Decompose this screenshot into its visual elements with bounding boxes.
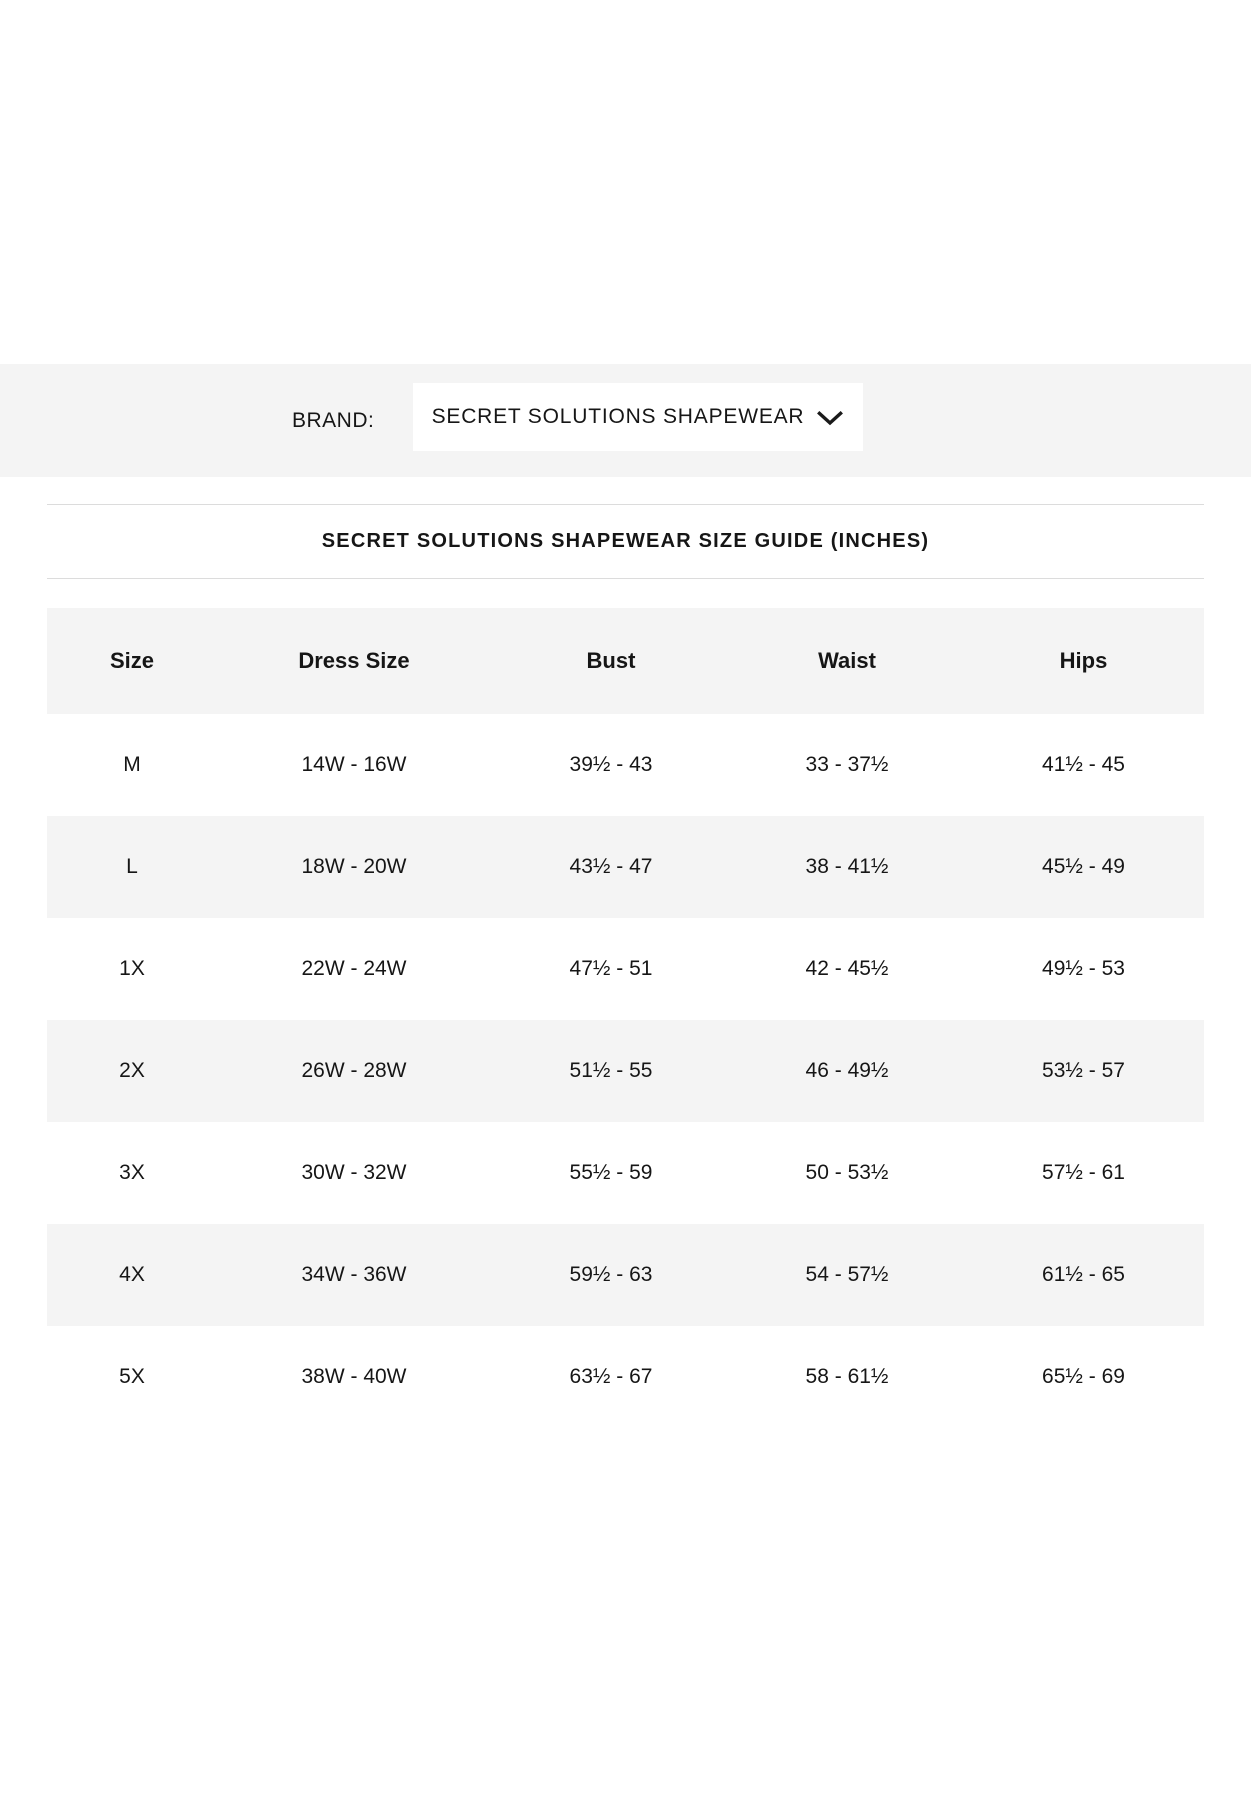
brand-dropdown[interactable]: [413, 383, 863, 451]
measurement-cell: 43½ - 47: [569, 855, 653, 878]
measurement-cell: 45½ - 49: [1042, 855, 1125, 878]
measurement-cell: 65½ - 69: [1042, 1365, 1125, 1388]
chevron-down-icon: [816, 410, 844, 426]
measurement-cell: 58 - 61½: [805, 1365, 889, 1388]
measurement-cell: 50 - 53½: [805, 1161, 889, 1184]
measurement-cell: 53½ - 57: [1042, 1059, 1125, 1082]
table-row-1x: [47, 918, 1204, 1020]
size-cell: 2X: [119, 1059, 145, 1082]
measurement-cell: 22W - 24W: [301, 957, 407, 980]
measurement-cell: 30W - 32W: [301, 1161, 407, 1184]
measurement-cell: 59½ - 63: [569, 1263, 653, 1286]
size-cell: L: [126, 855, 138, 878]
measurement-cell: 51½ - 55: [569, 1059, 653, 1082]
column-header-dress-size: Dress Size: [217, 608, 491, 714]
measurement-cell: 26W - 28W: [301, 1059, 407, 1082]
size-cell: 1X: [119, 957, 145, 980]
brand-bar: [0, 364, 1251, 477]
measurement-cell: 61½ - 65: [1042, 1263, 1125, 1286]
brand-dropdown-value: SECRET SOLUTIONS SHAPEWEAR: [431, 405, 805, 428]
column-header-waist: Waist: [731, 608, 963, 714]
size-cell: M: [123, 753, 141, 776]
measurement-cell: 38W - 40W: [301, 1365, 407, 1388]
table-row-4x: [47, 1224, 1204, 1326]
measurement-cell: 41½ - 45: [1042, 753, 1125, 776]
measurement-cell: 34W - 36W: [301, 1263, 407, 1286]
measurement-cell: 42 - 45½: [805, 957, 889, 980]
measurement-cell: 38 - 41½: [805, 855, 889, 878]
column-header-bust: Bust: [491, 608, 731, 714]
measurement-cell: 49½ - 53: [1042, 957, 1125, 980]
measurement-cell: 18W - 20W: [301, 855, 407, 878]
table-row-2x: [47, 1020, 1204, 1122]
column-header-hips: Hips: [963, 608, 1204, 714]
measurement-cell: 39½ - 43: [569, 753, 653, 776]
table-row-3x: [47, 1122, 1204, 1224]
size-cell: 4X: [119, 1263, 145, 1286]
measurement-cell: 55½ - 59: [569, 1161, 653, 1184]
table-row-m: [47, 714, 1204, 816]
measurement-cell: 47½ - 51: [569, 957, 653, 980]
table-row-5x: [47, 1326, 1204, 1428]
size-cell: 3X: [119, 1161, 145, 1184]
measurement-cell: 57½ - 61: [1042, 1161, 1125, 1184]
size-guide-title: SECRET SOLUTIONS SHAPEWEAR SIZE GUIDE (INCHES): [321, 529, 930, 552]
divider-bottom: [47, 578, 1204, 579]
measurement-cell: 14W - 16W: [301, 753, 407, 776]
size-guide-table: [47, 608, 1204, 1428]
measurement-cell: 54 - 57½: [805, 1263, 889, 1286]
column-header-size: Size: [47, 608, 217, 714]
measurement-cell: 63½ - 67: [569, 1365, 653, 1388]
measurement-cell: 46 - 49½: [805, 1059, 889, 1082]
measurement-cell: 33 - 37½: [805, 753, 889, 776]
brand-label: BRAND:: [292, 408, 375, 432]
table-header-row: [47, 608, 1204, 714]
table-row-l: [47, 816, 1204, 918]
size-cell: 5X: [119, 1365, 145, 1388]
